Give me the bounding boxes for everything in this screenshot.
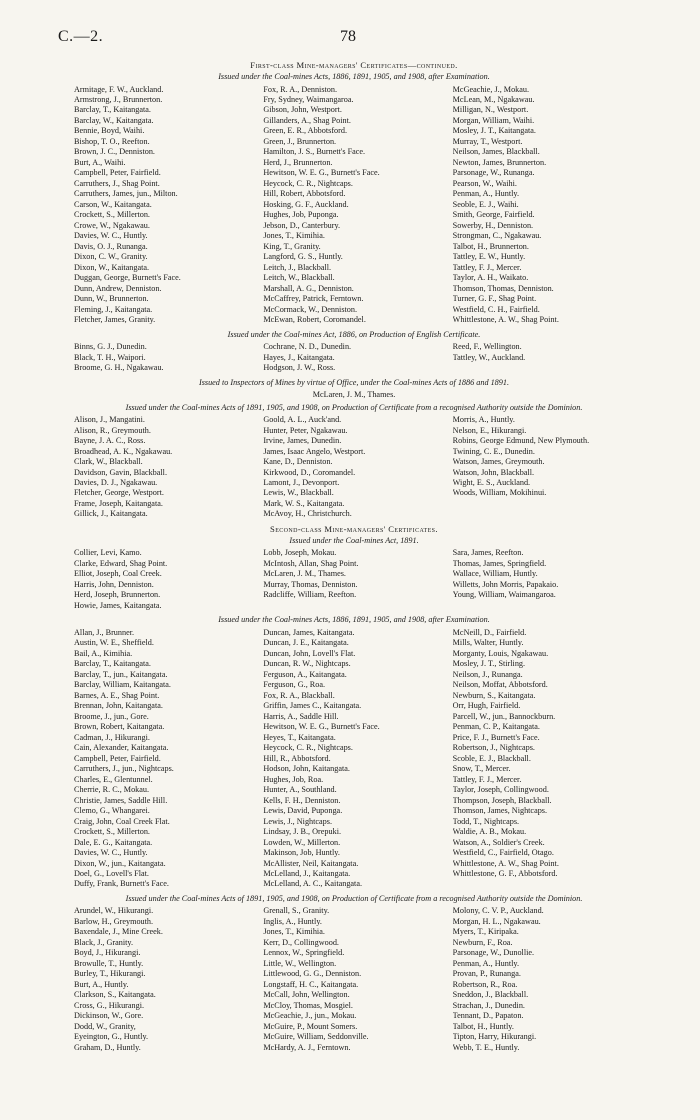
list-item: Cadman, J., Hikurangi. — [74, 732, 150, 742]
list-item: Marshall, A. G., Denniston. — [263, 283, 354, 293]
list-item: Barclay, T., jun., Kaitangata. — [74, 669, 168, 679]
section-subtitle: Issued under the Coal-mines Acts, 1886, 1891, 1905, and 1908, after Examination. — [218, 72, 490, 81]
list-item: Austin, W. E., Sheffield. — [74, 638, 154, 648]
list-item: Davis, O. J., Runanga. — [74, 241, 148, 251]
name-column — [263, 342, 444, 373]
list-item: Leitch, W., Blackball. — [263, 273, 335, 283]
list-item: Willetts, John Morris, Papakaio. — [452, 579, 559, 589]
name-column — [453, 906, 634, 1053]
list-item: Black, T. H., Waipori. — [74, 352, 146, 362]
section-title: First-class Mine-managers' Certificates—continued. — [250, 60, 458, 70]
list-item: Hayes, J., Kaitangata. — [263, 352, 335, 362]
name-columns — [74, 415, 634, 520]
list-item: Dunn, W., Brunnerton. — [74, 294, 149, 304]
list-item: Mark, W. S., Kaitangata. — [263, 498, 345, 508]
name-column — [453, 342, 634, 373]
list-item: Westfield, C., Fairfield, Otago. — [452, 848, 554, 858]
list-item: Dale, E. G., Kaitangata. — [74, 837, 153, 847]
list-item: Hewitson, W. E. G., Burnett's Face. — [263, 168, 380, 178]
list-item: Robertson, J., Nightcaps. — [452, 743, 535, 753]
list-item: Jones, T., Kimihia. — [263, 927, 325, 937]
list-item: Cross, G., Hikurangi. — [74, 1000, 145, 1010]
list-item: Strongman, C., Ngakawau. — [452, 231, 542, 241]
list-item: McLelland, J., Kaitangata. — [263, 868, 351, 878]
list-item: McCaffrey, Patrick, Ferntown. — [263, 294, 364, 304]
name-column — [74, 415, 255, 520]
list-item: Talbot, H., Brunnerton. — [452, 241, 529, 251]
list-item: Makinson, Job, Huntly. — [263, 848, 340, 858]
list-item: Goold, A. L., Auck'and. — [263, 415, 342, 425]
name-column — [453, 548, 634, 611]
list-item: Hughes, Job, Roa. — [263, 774, 324, 784]
list-item: Kells, F. H., Denniston. — [263, 795, 341, 805]
list-item: McCloy, Thomas, Mosgiel. — [263, 1000, 353, 1010]
list-item: Clarke, Edward, Shag Point. — [74, 558, 168, 568]
list-item: Hunter, A., Southland. — [263, 785, 337, 795]
list-item: Newburn, S., Kaitangata. — [452, 690, 536, 700]
name-column — [74, 342, 255, 373]
list-item: Dickinson, W., Gore. — [74, 1011, 144, 1021]
list-item: Black, J., Granity. — [74, 937, 134, 947]
list-item: Duncan, John, Lovell's Flat. — [263, 648, 356, 658]
list-item: McGeachie, J., Mokau. — [452, 84, 530, 94]
list-item: Wight, E. S., Auckland. — [452, 478, 531, 487]
list-item: Watson, James, Greymouth. — [452, 457, 545, 467]
list-item: Reed, F., Wellington. — [452, 342, 522, 352]
list-item: Sneddon, J., Blackball. — [452, 990, 529, 1000]
list-item: Davies, W. C., Huntly. — [74, 231, 148, 241]
list-item: Tattley, W., Auckland. — [452, 352, 526, 362]
list-item: Dunn, Andrew, Denniston. — [74, 283, 162, 293]
list-item: Pearson, W., Waihi. — [452, 178, 517, 188]
name-columns — [74, 628, 634, 890]
list-item: Duggan, George, Burnett's Face. — [74, 273, 181, 283]
name-column — [453, 628, 634, 890]
list-item: Duffy, Frank, Burnett's Face. — [74, 879, 169, 889]
list-item: Strachan, J., Dunedin. — [452, 1000, 525, 1010]
list-item: Smith, George, Fairfield. — [452, 210, 535, 220]
list-item: Cochrane, N. D., Dunedin. — [263, 342, 352, 352]
list-item: Wallace, William, Huntly. — [452, 569, 538, 579]
list-item: Browulle, T., Huntly. — [74, 958, 144, 968]
list-item: Dixon, C. W., Granity. — [74, 252, 148, 262]
list-item: Littlewood, G. G., Denniston. — [263, 969, 362, 979]
list-item: Collier, Levi, Kamo. — [74, 548, 142, 558]
section-subtitle: Issued under the Coal-mines Acts of 1891, 1905, and 1908, on Production of Certificate from a recognised Authority outside the Dominion. — [125, 402, 583, 412]
list-item: Dixon, W., jun., Kaitangata. — [74, 858, 166, 868]
list-item: Lennox, W., Springfield. — [263, 948, 345, 958]
list-item: Molony, C. V. P., Auckland. — [452, 906, 544, 916]
list-item: Scoble, E. J., Blackball. — [452, 753, 531, 763]
name-column — [74, 548, 255, 611]
list-item: Harris, A., Saddle Hill. — [263, 711, 339, 721]
list-item: Armitage, F. W., Auckland. — [74, 84, 164, 94]
list-item: Alison, J., Mangatini. — [74, 415, 145, 425]
list-item: McAvoy, H., Christchurch. — [263, 509, 352, 519]
list-item: Armstrong, J., Brunnerton. — [74, 94, 163, 104]
list-item: Fry, Sydney, Waimangaroa. — [263, 94, 354, 104]
list-item: Tattley, E. W., Huntly. — [452, 252, 526, 262]
list-item: James, Isaac Angelo, Westport. — [263, 446, 366, 456]
name-column — [453, 415, 634, 520]
list-item: Myers, T., Kiripaka. — [452, 927, 519, 937]
list-item: Binns, G. J., Dunedin. — [74, 342, 147, 352]
section-title: Second-class Mine-managers' Certificates. — [270, 523, 438, 534]
list-item: Mills, Walter, Huntly. — [452, 638, 524, 648]
list-item: Clarkson, S., Kaitangata. — [74, 990, 156, 1000]
list-item: Clark, W., Blackball. — [74, 457, 143, 467]
list-item: Grenall, S., Granity. — [263, 906, 330, 916]
list-item: Campbell, Peter, Fairfield. — [74, 753, 161, 763]
list-item: Parsonage, W., Dunollie. — [452, 948, 535, 958]
page-header — [0, 28, 700, 48]
list-item: McLean, M., Ngakawau. — [452, 94, 535, 104]
list-item: Davies, W. C., Huntly. — [74, 848, 148, 858]
list-item: Watson, John, Blackball. — [452, 467, 535, 477]
list-item: Murray, T., Westport. — [452, 136, 523, 146]
list-item: Crockett, S., Millerton. — [74, 827, 150, 837]
list-item: Thomson, James, Nightcaps. — [452, 806, 548, 816]
list-item: Jones, T., Kimihia. — [263, 231, 325, 241]
list-item: Griffin, James C., Kaitangata. — [263, 701, 362, 711]
name-column — [263, 548, 444, 611]
list-item: Lewis, W., Blackball. — [263, 488, 334, 498]
list-item: Nelson, E., Hikurangi. — [452, 425, 527, 435]
list-item: Doel, G., Lovell's Flat. — [74, 868, 149, 878]
list-item: Whittlestone, G. F., Abbotsford. — [452, 868, 558, 878]
document-body — [74, 56, 634, 1057]
list-item: Lowden, W., Millerton. — [263, 837, 341, 847]
list-item: Whittlestone, A. W., Shag Point. — [452, 858, 559, 868]
list-item: Bail, A., Kimihia. — [74, 648, 133, 658]
list-item: Fletcher, James, Granity. — [74, 315, 156, 325]
section-subtitle: Issued under the Coal-mines Acts of 1891, 1905, and 1908, on Production of Certificate from a recognised Authority outside the Dominion. — [125, 893, 583, 903]
list-item: McGuire, William, Seddonville. — [263, 1032, 369, 1042]
list-item: Broome, G. H., Ngakawau. — [74, 363, 164, 373]
list-item: King, T., Granity. — [263, 241, 321, 251]
list-item: Gillick, J., Kaitangata. — [74, 509, 148, 519]
list-item: Herd, J., Brunnerton. — [263, 157, 333, 167]
list-item: Lewis, David, Puponga. — [263, 806, 343, 816]
list-item: Burt, A., Huntly. — [74, 979, 129, 989]
list-item: Barclay, W., Kaitangata. — [74, 115, 154, 125]
list-item: Parcell, W., jun., Bannockburn. — [452, 711, 556, 721]
list-item: McGeachie, J., jun., Mokau. — [263, 1011, 357, 1021]
list-item: Crowe, W., Ngakawau. — [74, 220, 150, 230]
list-item: Duncan, J. E., Kaitangata. — [263, 638, 349, 648]
list-item: Jebson, D., Canterbury. — [263, 220, 341, 230]
list-item: Thomas, James, Springfield. — [452, 558, 547, 568]
list-item: Fletcher, George, Westport. — [74, 488, 164, 498]
list-item: Neilson, J., Runanga. — [452, 669, 523, 679]
list-item: Irvine, James, Dunedin. — [263, 436, 342, 446]
list-item: Mosley, J. T., Stirling. — [452, 659, 526, 669]
list-item: Kane, D., Denniston. — [263, 457, 333, 467]
list-item: Whittlestone, A. W., Shag Point. — [452, 315, 559, 325]
section-subtitle: Issued to Inspectors of Mines by virtue of Office, under the Coal-mines Acts of 1886 and 1891. — [198, 377, 510, 387]
list-item: McCormack, W., Denniston. — [263, 304, 358, 314]
list-item: Campbell, Peter, Fairfield. — [74, 168, 161, 178]
list-item: Eyeington, G., Huntly. — [74, 1032, 149, 1042]
list-item: McHardy, A. J., Ferntown. — [263, 1042, 351, 1052]
list-item: Woods, William, Mokihinui. — [452, 488, 547, 498]
page-number: 78 — [340, 28, 356, 45]
list-item: Leitch, J., Blackball. — [263, 262, 332, 272]
list-item: Waldie, A. B., Mokau. — [452, 827, 527, 837]
list-item: Hodgson, J. W., Ross. — [263, 363, 336, 373]
list-item: Barclay, T., Kaitangata. — [74, 659, 151, 669]
list-item: Turner, G. F., Shag Point. — [452, 294, 537, 304]
list-item: Fleming, J., Kaitangata. — [74, 304, 153, 314]
list-item: Murray, Thomas, Denniston. — [263, 579, 358, 589]
name-columns — [74, 906, 634, 1053]
list-item: McEwan, Robert, Coromandel. — [263, 315, 366, 325]
list-item: Longstaff, H. C., Kaitangata. — [263, 979, 359, 989]
list-item: Twining, C. E., Dunedin. — [452, 446, 535, 456]
list-item: Hewitson, W. E. G., Burnett's Face. — [263, 722, 380, 732]
list-item: Dodd, W., Granity, — [74, 1021, 136, 1031]
list-item: Brennan, John, Kaitangata. — [74, 701, 163, 711]
list-item: Sara, James, Reefton. — [452, 548, 524, 558]
list-item: McGuire, P., Mount Somers. — [263, 1021, 358, 1031]
list-item: Broadhead, A. K., Ngakawau. — [74, 446, 173, 456]
list-item: Hughes, Job, Puponga. — [263, 210, 339, 220]
list-item: Talbot, H., Huntly. — [452, 1021, 514, 1031]
document-reference: C.—2. — [58, 28, 104, 45]
list-item: Seoble, E. J., Waihi. — [452, 199, 519, 209]
list-item: Penman, A., Huntly. — [452, 958, 519, 968]
list-item: Howie, James, Kaitangata. — [74, 600, 162, 610]
list-item: Radcliffe, William, Reefton. — [263, 590, 357, 600]
list-item: Penman, A., Huntly. — [452, 189, 519, 199]
list-item: Heyes, T., Kaitangata. — [263, 732, 336, 742]
list-item: Webb, T. E., Huntly. — [452, 1042, 520, 1052]
list-item: Robertson, R., Roa. — [452, 979, 518, 989]
list-item: Green, J., Brunnerton. — [263, 136, 337, 146]
list-item: Cherrie, R. C., Mokau. — [74, 785, 150, 795]
list-item: Hill, Robert, Abbotsford. — [263, 189, 346, 199]
list-item: Crockett, S., Millerton. — [74, 210, 150, 220]
list-item: Ferguson, A., Kaitangata. — [263, 669, 347, 679]
list-item: Kirkwood, D., Coromandel. — [263, 467, 356, 477]
list-item: Robins, George Edmund, New Plymouth. — [452, 436, 590, 446]
list-item: Gillanders, A., Shag Point. — [263, 115, 351, 125]
list-item: Heycock, C. R., Nightcaps. — [263, 743, 353, 753]
name-columns — [74, 85, 634, 326]
list-item: Dixon, W., Kaitangata. — [74, 262, 150, 272]
name-column — [74, 628, 255, 890]
list-item: Duncan, James, Kaitangata. — [263, 627, 355, 637]
list-item: Herd, Joseph, Brunnerton. — [74, 590, 161, 600]
list-item: Price, F. J., Burnett's Face. — [452, 732, 540, 742]
list-item: Davies, D. J., Ngakawau. — [74, 478, 158, 487]
inspector-entry: McLaren, J. M., Thames. — [312, 390, 396, 400]
list-item: Carson, W., Kaitangata. — [74, 199, 152, 209]
list-item: Carruthers, J., jun., Nightcaps. — [74, 764, 174, 774]
list-item: Graham, D., Huntly. — [74, 1042, 141, 1052]
list-item: Morris, A., Huntly. — [452, 415, 515, 425]
list-item: Hamilton, J. S., Burnett's Face. — [263, 147, 366, 157]
list-item: Allan, J., Brunner. — [74, 627, 135, 637]
list-item: Morganty, Louis, Ngakawau. — [452, 648, 549, 658]
list-item: Hodson, John, Kaitangata. — [263, 764, 350, 774]
list-item: Harris, John, Denniston. — [74, 579, 154, 589]
section-subtitle: Issued under the Coal-mines Act, 1891. — [289, 535, 419, 545]
list-item: Hosking, G. F., Auckland. — [263, 199, 349, 209]
list-item: McLelland, A. C., Kaitangata. — [263, 879, 363, 889]
list-item: Parsonage, W., Runanga. — [452, 168, 535, 178]
list-item: Alison, R., Greymouth. — [74, 425, 151, 435]
list-item: Christie, James, Saddle Hill. — [74, 795, 168, 805]
name-column — [263, 85, 444, 326]
list-item: Westfield, C. H., Fairfield. — [452, 304, 540, 314]
list-item: Inglis, A., Huntly. — [263, 916, 322, 926]
list-item: Charles, E., Glentunnel. — [74, 774, 153, 784]
list-item: Fox, R. A., Denniston. — [263, 84, 338, 94]
list-item: Lamont, J., Devonport. — [263, 478, 340, 487]
list-item: Langford, G. S., Huntly. — [263, 252, 343, 262]
list-item: Frame, Joseph, Kaitangata. — [74, 498, 163, 508]
list-item: Todd, T., Nightcaps. — [452, 816, 520, 826]
list-item: Burt, A., Waihi. — [74, 157, 126, 167]
list-item: Elliot, Joseph, Coal Creek. — [74, 569, 162, 579]
list-item: Tipton, Harry, Hikurangi. — [452, 1032, 537, 1042]
list-item: Carruthers, James, jun., Milton. — [74, 189, 178, 199]
list-item: Carruthers, J., Shag Point. — [74, 178, 160, 188]
section-subtitle: Issued under the Coal-mines Acts, 1886, 1891, 1905, and 1908, after Examination. — [218, 615, 490, 625]
list-item: McCall, John, Wellington. — [263, 990, 350, 1000]
name-column — [453, 85, 634, 326]
list-item: Mosley, J. T., Kaitangata. — [452, 126, 536, 136]
list-item: Sowerby, H., Denniston. — [452, 220, 534, 230]
list-item: Milligan, N., Westport. — [452, 105, 529, 115]
list-item: Barnes, A. E., Shag Point. — [74, 690, 160, 700]
name-column — [263, 906, 444, 1053]
list-item: Gibson, John, Westport. — [263, 105, 342, 115]
section-subtitle: Issued under the Coal-mines Act, 1886, on Production of English Certificate. — [227, 329, 481, 339]
list-item: Lindsay, J. B., Orepuki. — [263, 827, 342, 837]
list-item: McNeill, D., Fairfield. — [452, 627, 527, 637]
list-item: Ferguson, G., Roa. — [263, 680, 326, 690]
list-item: Neilson, Moffat, Abbotsford. — [452, 680, 548, 690]
list-item: Boyd, J., Hikurangi. — [74, 948, 141, 958]
list-item: Taylor, A. H., Waikato. — [452, 273, 529, 283]
list-item: Cain, Alexander, Kaitangata. — [74, 743, 169, 753]
list-item: Barclay, William, Kaitangata. — [74, 680, 171, 690]
list-item: Tattley, F. J., Mercer. — [452, 262, 522, 272]
list-item: Taylor, Joseph, Collingwood. — [452, 785, 549, 795]
name-column — [263, 628, 444, 890]
list-item: Fox, R. A., Blackball. — [263, 690, 335, 700]
list-item: Little, W., Wellington. — [263, 958, 337, 968]
list-item: Brown, J. C., Denniston. — [74, 147, 155, 157]
name-column — [74, 906, 255, 1053]
list-item: Barclay, T., Kaitangata. — [74, 105, 151, 115]
list-item: Craig, John, Coal Creek Flat. — [74, 816, 170, 826]
list-item: Duncan, R. W., Nightcaps. — [263, 659, 351, 669]
list-item: McLaren, J. M., Thames. — [263, 569, 346, 579]
list-item: Clemo, G., Whangarei. — [74, 806, 150, 816]
list-item: Bennie, Boyd, Waihi. — [74, 126, 145, 136]
list-item: Morgan, H. L., Ngakawau. — [452, 916, 541, 926]
list-item: Snow, T., Mercer. — [452, 764, 511, 774]
list-item: Arundel, W., Hikurangi. — [74, 906, 154, 916]
list-item: Newton, James, Brunnerton. — [452, 157, 547, 167]
list-item: Hunter, Peter, Ngakawau. — [263, 425, 348, 435]
list-item: Morgan, William, Waihi. — [452, 115, 535, 125]
list-item: Brown, Robert, Kaitangata. — [74, 722, 165, 732]
list-item: Penman, C. P., Kaitangata. — [452, 722, 540, 732]
name-column — [74, 85, 255, 326]
list-item: Young, William, Waimangaroa. — [452, 590, 556, 600]
list-item: Newburn, F., Roa. — [452, 937, 513, 947]
list-item: Neilson, James, Blackball. — [452, 147, 540, 157]
name-columns — [74, 548, 634, 611]
list-item: Orr, Hugh, Fairfield. — [452, 701, 521, 711]
list-item: Bayne, J. A. C., Ross. — [74, 436, 146, 446]
list-item: Thomson, Thomas, Denniston. — [452, 283, 554, 293]
list-item: Kerr, D., Collingwood. — [263, 937, 339, 947]
list-item: McAllister, Neil, Kaitangata. — [263, 858, 359, 868]
list-item: Watson, A., Soldier's Creek. — [452, 837, 545, 847]
name-column — [263, 415, 444, 520]
list-item: Hill, R., Abbotsford. — [263, 753, 331, 763]
list-item: Heycock, C. R., Nightcaps. — [263, 178, 353, 188]
list-item: Barlow, H., Greymouth. — [74, 916, 154, 926]
list-item: Baxendale, J., Mine Creek. — [74, 927, 163, 937]
list-item: Tattley, F. J., Mercer. — [452, 774, 522, 784]
list-item: Broome, J., jun., Gore. — [74, 711, 149, 721]
list-item: Burley, T., Hikurangi. — [74, 969, 146, 979]
list-item: Green, E. R., Abbotsford. — [263, 126, 348, 136]
list-item: Tennant, D., Papaton. — [452, 1011, 524, 1021]
list-item: Provan, P., Runanga. — [452, 969, 521, 979]
list-item: Thompson, Joseph, Blackball. — [452, 795, 552, 805]
name-columns — [74, 342, 634, 373]
list-item: Lewis, J., Nightcaps. — [263, 816, 333, 826]
list-item: Davidson, Gavin, Blackball. — [74, 467, 168, 477]
list-item: Lobb, Joseph, Mokau. — [263, 548, 337, 558]
list-item: Bishop, T. O., Reefton. — [74, 136, 150, 146]
list-item: McIntosh, Allan, Shag Point. — [263, 558, 359, 568]
